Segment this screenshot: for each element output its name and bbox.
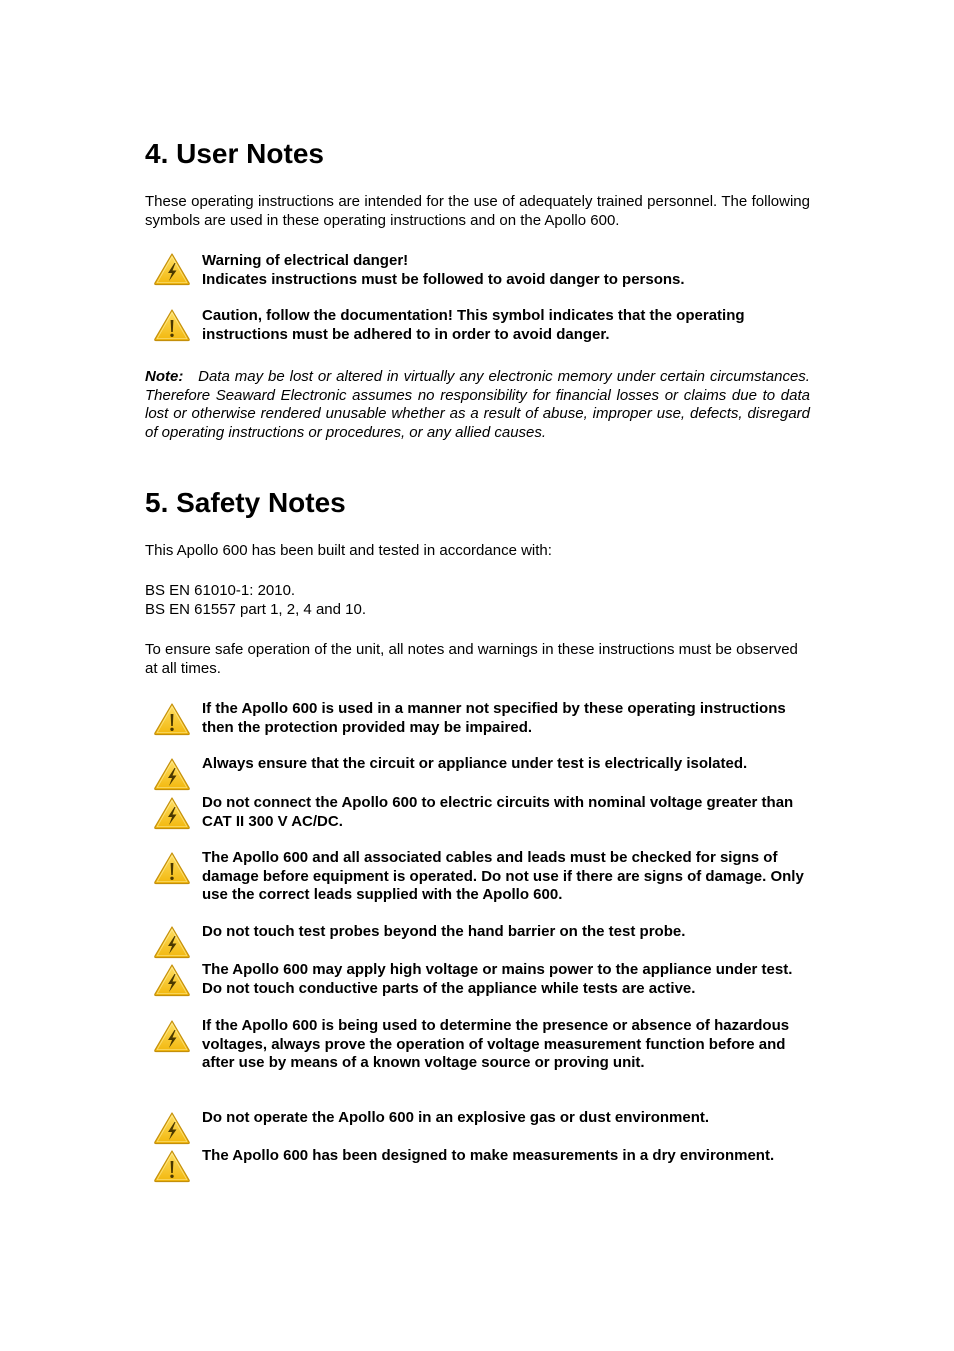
lightning-warning-icon: [153, 252, 191, 286]
lightning-warning-icon: [153, 963, 191, 997]
note-text: Data may be lost or altered in virtually any electronic memory under certain circumstances. Therefore Seaward Electronic assumes no responsibility for financial losses or claims due to data lost or otherwise rendered unusable whether as a result of abuse, improper use, defects, disregard of operating instructions or procedures, or any allied causes.: [145, 368, 810, 441]
lightning-warning-icon: [153, 1019, 191, 1053]
user-notes-intro: These operating instructions are intended for the use of adequately trained personnel. The following symbols are used in these operating instructions and on the Apollo 600.: [145, 193, 810, 229]
exclamation-warning-icon: [153, 1149, 191, 1183]
note-label: Note:: [145, 368, 184, 385]
safety-warning: Do not operate the Apollo 600 in an explosive gas or dust environment.: [202, 1109, 710, 1126]
exclamation-warning-icon: [153, 702, 191, 736]
symbol-description-electrical: [202, 252, 810, 289]
lightning-warning-icon: [153, 1111, 191, 1145]
safety-warning: The Apollo 600 may apply high voltage or mains power to the appliance under test. Do not touch conductive parts of the appliance while tests are active.: [202, 961, 793, 997]
symbol-title-electrical: Warning of electrical danger!: [202, 252, 409, 269]
lightning-warning-icon: [153, 757, 191, 791]
user-notes-note: [145, 368, 810, 442]
exclamation-warning-icon: [153, 308, 191, 342]
safety-notes-intro: This Apollo 600 has been built and tested in accordance with:: [145, 542, 552, 559]
lightning-warning-icon: [153, 925, 191, 959]
section-heading-user-notes: 4. User Notes: [145, 138, 324, 169]
safety-warning: The Apollo 600 and all associated cables and leads must be checked for signs of damage before equipment is operated. Do not use if there are signs of damage. Only use the correct leads supplied with the Apollo 600.: [202, 849, 804, 903]
symbol-description-caution: Caution, follow the documentation! This symbol indicates that the operating instructions must be adhered to in order to avoid danger.: [202, 307, 745, 343]
lightning-warning-icon: [153, 796, 191, 830]
safety-warning: If the Apollo 600 is used in a manner not specified by these operating instructions then the protection provided may be impaired.: [202, 700, 786, 736]
symbol-text-electrical: Indicates instructions must be followed to avoid danger to persons.: [202, 270, 685, 288]
safety-warning: If the Apollo 600 is being used to determine the presence or absence of hazardous voltages, always prove the operation of voltage measurement function before and after use by means of a known voltage source or proving unit.: [202, 1017, 790, 1071]
section-heading-safety-notes: 5. Safety Notes: [145, 487, 346, 518]
safety-warning: The Apollo 600 has been designed to make measurements in a dry environment.: [202, 1147, 775, 1164]
standard-item: BS EN 61557 part 1, 2, 4 and 10.: [145, 601, 366, 618]
exclamation-warning-icon: [153, 851, 191, 885]
standard-item: BS EN 61010-1: 2010.: [145, 582, 296, 599]
safety-warning: Do not touch test probes beyond the hand barrier on the test probe.: [202, 923, 686, 940]
safety-warning: Do not connect the Apollo 600 to electric circuits with nominal voltage greater than CAT II 300 V AC/DC.: [202, 794, 794, 830]
safety-notes-ensure: To ensure safe operation of the unit, all notes and warnings in these instructions must be observed at all times.: [145, 641, 798, 677]
safety-warning: Always ensure that the circuit or appliance under test is electrically isolated.: [202, 755, 748, 772]
